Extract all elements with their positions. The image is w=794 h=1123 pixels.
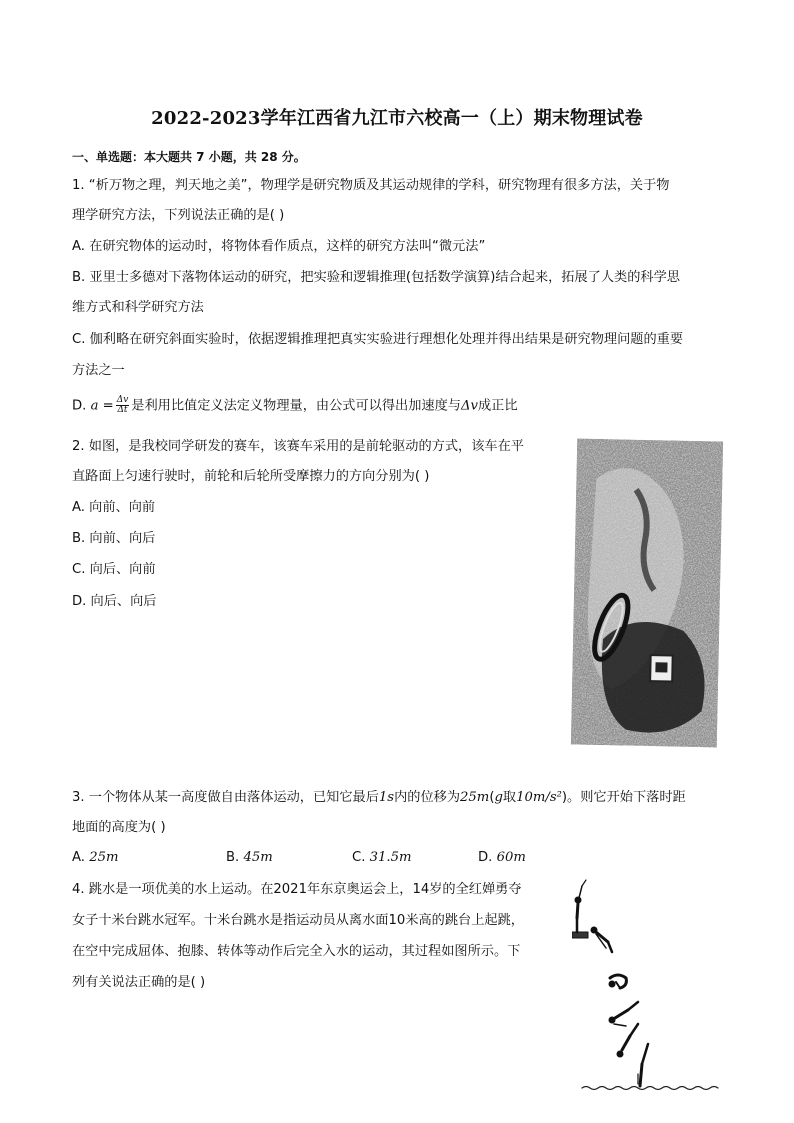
q1-d-denominator: Δt — [117, 405, 128, 415]
q3-stem-line1 — [72, 788, 686, 808]
q3-g-symbol: g — [494, 790, 503, 805]
diver-pose-3 — [609, 975, 626, 988]
diver-pose-6 — [638, 1044, 648, 1086]
q3-g-value: 10m/s² — [516, 790, 562, 805]
q1-d-label: D. — [72, 398, 87, 414]
water-surface — [582, 1087, 718, 1090]
q1-option-b-line2: 维方式和科学研究方法 — [72, 300, 204, 315]
q3-stem-text2: 内的位移为 — [394, 790, 461, 805]
q3-option-c — [352, 850, 411, 865]
q2-stem-line2: 直路面上匀速行驶时，前轮和后轮所受摩擦力的方向分别为( ) — [72, 469, 430, 484]
q1-d-fraction — [116, 396, 130, 415]
q3-d-label: D. — [478, 850, 493, 865]
q3-c-value: 31.5m — [369, 850, 412, 865]
race-car-photo — [571, 439, 723, 748]
q1-d-middle-text: 是利用比值定义法定义物理量，由公式可以得出加速度与 — [131, 398, 461, 414]
q3-stem-text1: 3. 一个物体从某一高度做自由落体运动，已知它最后 — [72, 790, 379, 805]
q1-option-d — [72, 396, 518, 417]
q2-option-c: C. 向后、向前 — [72, 562, 156, 577]
q3-stem-text3: 取 — [502, 790, 517, 805]
q3-displacement-value: 25m — [460, 790, 490, 805]
q1-d-numerator: Δv — [116, 395, 129, 405]
diver-pose-2 — [591, 927, 612, 952]
q3-paren-open: ( — [489, 790, 495, 805]
q3-option-a — [72, 850, 118, 865]
q1-stem-line2: 理学研究方法，下列说法正确的是( ) — [72, 208, 285, 223]
q3-a-label: A. — [72, 850, 85, 865]
diving-platform — [572, 932, 588, 938]
q1-d-symbol-a: a — [90, 398, 99, 414]
diver-pose-5 — [617, 1024, 638, 1057]
q3-stem-text4: )。则它开始下落时距 — [561, 790, 686, 805]
q3-stem-line2: 地面的高度为( ) — [72, 820, 166, 835]
q1-d-variable: Δv — [460, 398, 478, 414]
diving-sequence-figure — [572, 878, 724, 1094]
exam-title: 2022-2023学年江西省九江市六校高一（上）期末物理试卷 — [151, 108, 643, 129]
q2-option-d: D. 向后、向后 — [72, 594, 157, 609]
q3-time-value: 1s — [378, 790, 395, 805]
q2-stem-line1: 2. 如图，是我校同学研发的赛车，该赛车采用的是前轮驱动的方式，该车在平 — [72, 439, 524, 454]
q1-stem-line1: 1. “析万物之理，判天地之美”，物理学是研究物质及其运动规律的学科，研究物理有很多方法，关于物 — [72, 178, 670, 193]
q3-b-value: 45m — [243, 850, 273, 865]
q1-option-a: A. 在研究物体的运动时，将物体看作质点，这样的研究方法叫“微元法” — [72, 239, 486, 254]
q1-d-equals: = — [102, 398, 114, 414]
q3-b-label: B. — [226, 850, 240, 865]
q2-option-b: B. 向前、向后 — [72, 531, 156, 546]
q3-option-d — [478, 850, 526, 865]
diver-pose-4 — [609, 1002, 638, 1026]
diver-pose-1 — [575, 880, 586, 932]
q4-stem-line1: 4. 跳水是一项优美的水上运动。在2021年东京奥运会上，14岁的全红婵勇夺 — [72, 882, 522, 897]
q1-option-c-line2: 方法之一 — [72, 363, 125, 378]
q1-option-c-line1: C. 伽利略在研究斜面实验时，依据逻辑推理把真实实验进行理想化处理并得出结果是研究物理问题的重要 — [72, 332, 684, 347]
q4-stem-line3: 在空中完成屈体、抱膝、转体等动作后完全入水的运动，其过程如图所示。下 — [72, 944, 521, 959]
q3-a-value: 25m — [89, 850, 119, 865]
q1-option-b-line1: B. 亚里士多德对下落物体运动的研究，把实验和逻辑推理(包括数学演算)结合起来，拓展了人类的科学思 — [72, 270, 680, 285]
q3-d-value: 60m — [496, 850, 526, 865]
q3-option-b — [226, 850, 273, 865]
q4-stem-line4: 列有关说法正确的是( ) — [72, 975, 206, 990]
q1-d-suffix: 成正比 — [477, 398, 518, 414]
q2-option-a: A. 向前、向前 — [72, 500, 156, 515]
section-heading: 一、单选题：本大题共 7 小题，共 28 分。 — [72, 150, 306, 164]
q4-stem-line2: 女子十米台跳水冠军。十米台跳水是指运动员从离水面10米高的跳台上起跳， — [72, 913, 524, 928]
q3-c-label: C. — [352, 850, 366, 865]
